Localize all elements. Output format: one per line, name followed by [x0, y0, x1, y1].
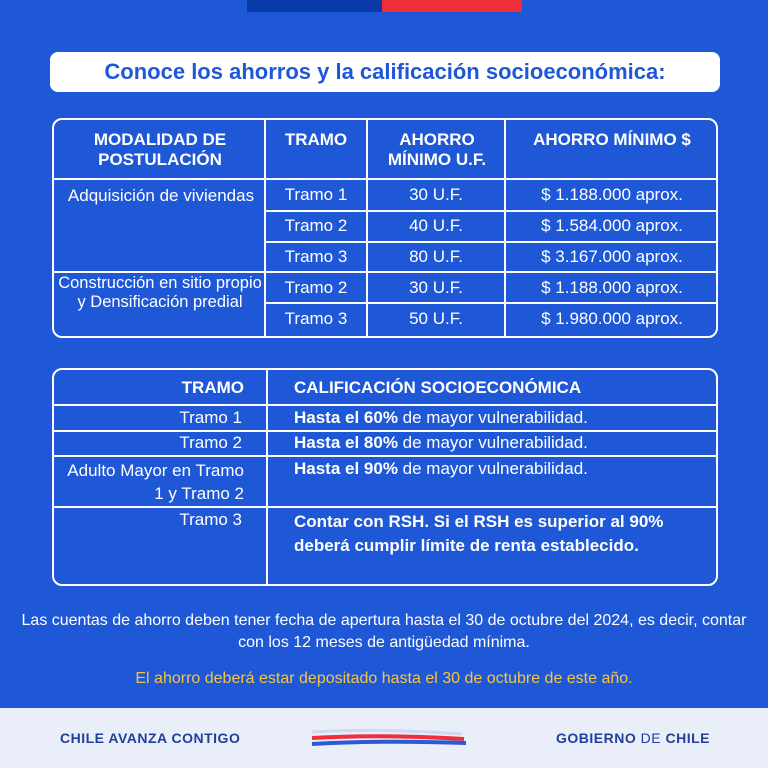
calificacion-bold: Hasta el 60% [294, 408, 398, 427]
table-divider [54, 404, 718, 406]
header-calificacion: CALIFICACIÓN SOCIOECONÓMICA [294, 378, 582, 397]
calificacion-cell [294, 408, 714, 428]
table-divider [265, 241, 718, 243]
tramo-cell: Tramo 3 [284, 309, 348, 328]
pesos-cell: $ 3.167.000 aprox. [541, 247, 683, 266]
gov-word-3: CHILE [665, 730, 710, 746]
tramo-cell: Tramo 3 [284, 247, 348, 266]
uf-cell: 40 U.F. [409, 216, 463, 235]
calificacion-rest: de mayor vulnerabilidad. [397, 433, 588, 452]
flag-stripe-red [382, 0, 522, 12]
slogan-chile: CHILE [60, 730, 109, 746]
uf-cell: 80 U.F. [409, 247, 463, 266]
header-modalidad: MODALIDAD DE POSTULACIÓN [93, 130, 227, 169]
gov-word-1: GOBIERNO [556, 730, 637, 746]
tramo-cell: Tramo 2 [284, 278, 348, 297]
table-divider [54, 430, 718, 432]
uf-cell: 30 U.F. [409, 185, 463, 204]
header-ahorro-uf: AHORRO MÍNIMO U.F. [387, 130, 487, 169]
tramo-cell: Adulto Mayor en Tramo 1 y Tramo 2 [67, 461, 244, 503]
tramo-cell: Tramo 2 [179, 433, 242, 452]
footer [0, 708, 768, 768]
slogan-avanza: AVANZA CONTIGO [108, 730, 241, 746]
calificacion-bold: Hasta el 80% [294, 433, 398, 452]
pesos-cell: $ 1.188.000 aprox. [541, 185, 683, 204]
table-divider [265, 210, 718, 212]
table-divider [54, 178, 718, 180]
tramo-cell: Tramo 3 [179, 510, 242, 529]
table-divider [265, 302, 718, 304]
footer-government [556, 730, 710, 746]
pesos-cell: $ 1.188.000 aprox. [541, 278, 683, 297]
table-divider [54, 506, 718, 508]
opening-date-note: Las cuentas de ahorro deben tener fecha de apertura hasta el 30 de octubre del 2024, es decir, contar con los 12 meses de antigüedad mínima. [21, 612, 747, 651]
flag-swoosh-icon [312, 726, 470, 750]
table-divider [54, 455, 718, 457]
header-tramo: TRAMO [284, 130, 348, 149]
flag-stripe-blue [247, 0, 382, 12]
modality-label: Adquisición de viviendas [67, 186, 255, 205]
calificacion-bold: Hasta el 90% [294, 459, 398, 478]
tramo-cell: Tramo 1 [284, 185, 348, 204]
page-title: Conoce los ahorros y la calificación socioeconómica: [104, 59, 666, 84]
gov-word-2: DE [636, 730, 666, 746]
calificacion-cell [294, 433, 714, 453]
header-tramo: TRAMO [181, 378, 244, 397]
calificacion-rest: de mayor vulnerabilidad. [397, 459, 588, 478]
socioeconomic-table [52, 368, 718, 586]
uf-cell: 50 U.F. [409, 309, 463, 328]
uf-cell: 30 U.F. [409, 278, 463, 297]
pesos-cell: $ 1.584.000 aprox. [541, 216, 683, 235]
header-ahorro-pesos: AHORRO MÍNIMO $ [533, 130, 691, 149]
calificacion-cell [294, 459, 714, 479]
calificacion-bold: Contar con RSH. Si el RSH es superior al 90% deberá cumplir límite de renta establecido. [294, 512, 664, 555]
table-divider [54, 271, 718, 273]
calificacion-rest: de mayor vulnerabilidad. [397, 408, 588, 427]
modality-label: Construcción en sitio propio y Densificación predial [58, 274, 262, 311]
title-banner [50, 52, 720, 92]
tramo-cell: Tramo 1 [179, 408, 242, 427]
calificacion-cell [294, 510, 704, 558]
table-divider [266, 370, 268, 586]
footer-slogan [60, 730, 240, 746]
tramo-cell: Tramo 2 [284, 216, 348, 235]
deposit-deadline-note: El ahorro deberá estar depositado hasta el 30 de octubre de este año. [135, 670, 633, 687]
savings-table [52, 118, 718, 338]
pesos-cell: $ 1.980.000 aprox. [541, 309, 683, 328]
